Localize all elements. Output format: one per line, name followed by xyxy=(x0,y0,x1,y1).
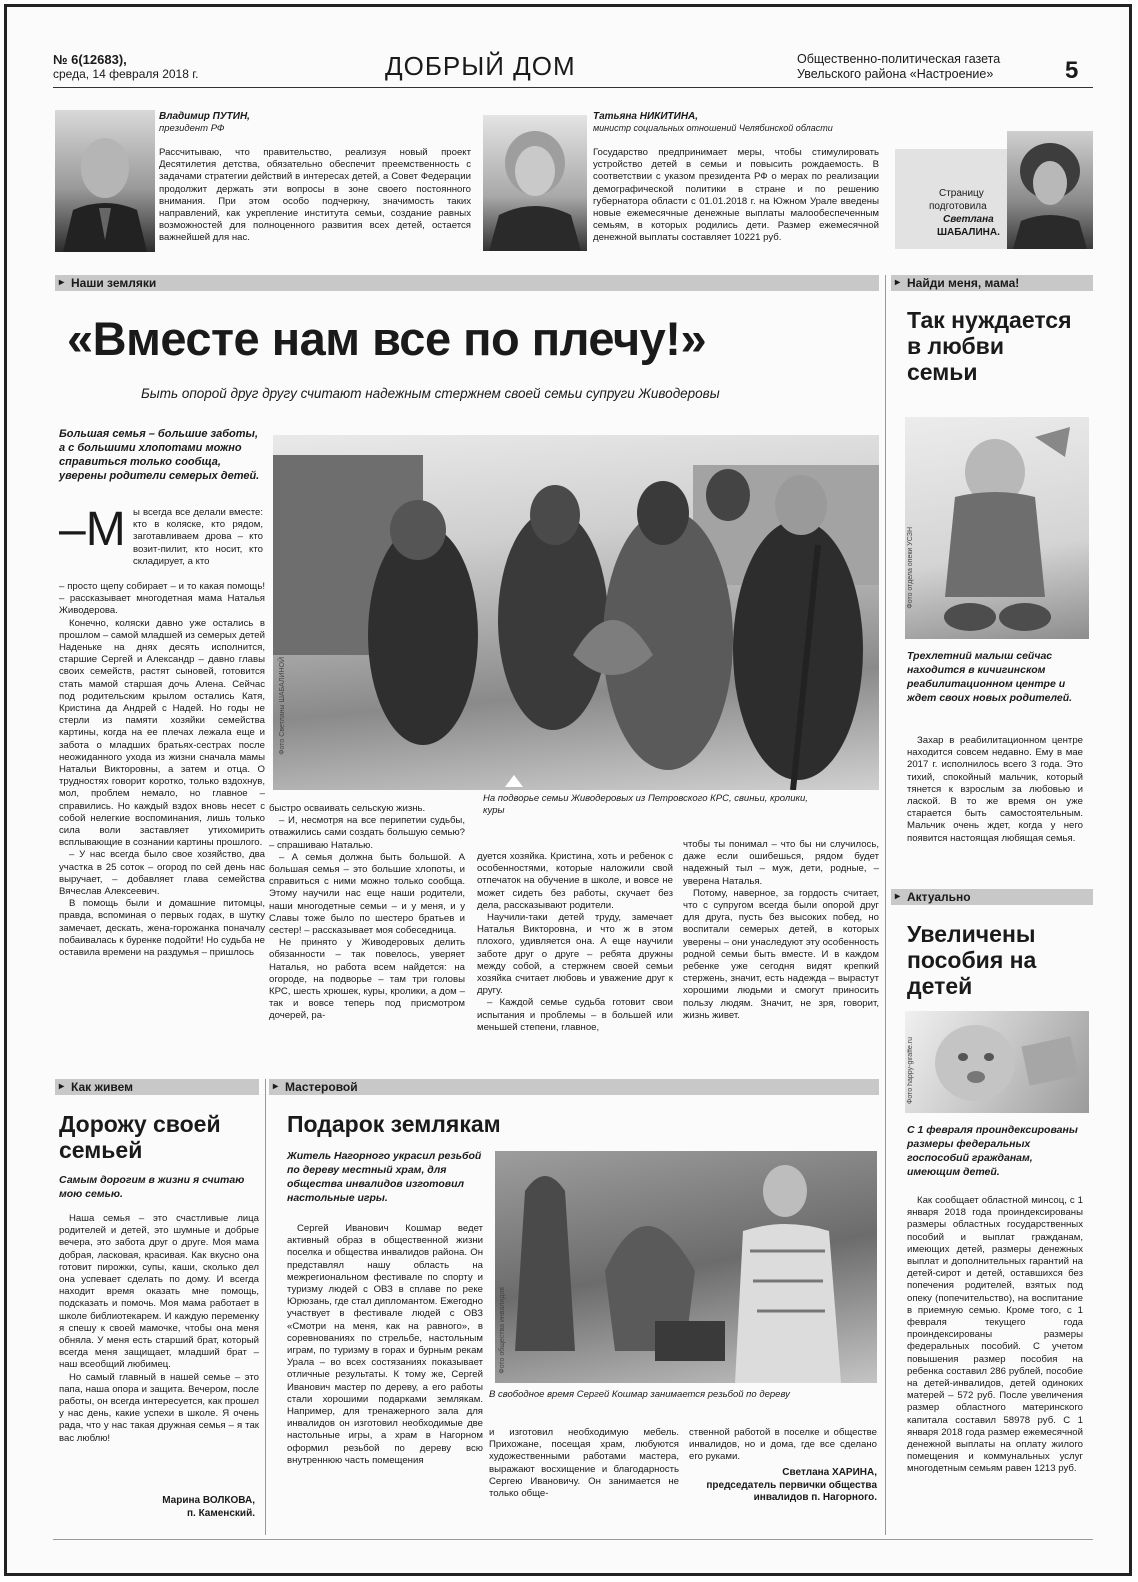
main-rubric: ▸ Наши земляки xyxy=(55,275,879,291)
main-col1-para: – У нас всегда было свое хозяйство, два участка в 25 соток – огород по сей день нас выручает, – добавляет глава семейства Вячеслав Алексеевич. xyxy=(59,849,265,898)
paper-name-line2: Увельского района «Настроение» xyxy=(797,67,994,81)
main-col3-para: дуется хозяйка. Кристина, хоть и ребенок с особенностями, которые наложили свой отпечаток на обучение в школе, и вовсе не может сидеть без работы, скучает без дела, рассказывают родители. xyxy=(477,851,673,911)
masterovoy-author-role: председатель первички общества инвалидов п. Нагорного. xyxy=(706,1479,877,1503)
find-lead: Трехлетний малыш сейчас находится в кичигинском реабилитационном центре и ждет своих новых родителей. xyxy=(907,650,1073,704)
editor-credit-line3: Светлана xyxy=(943,214,994,225)
find-text: Захар в реабилитационном центре находится совсем недавно. Ему в мае 2017 г. исполнилось всего 3 года. Это тихий, спокойный мальчик, который тянется к взрослым за любовью и лаской. В то же время он уже старается быть самостоятельным. Мальчик очень ждет, когда у него появится настоящая любящая семья. xyxy=(907,735,1083,844)
main-col4-para: чтобы ты понимал – что бы ни случилось, даже если ошибешься, рядом будет надежный тыл – муж, дети, родные, – уверена Наталья. xyxy=(683,839,879,887)
find-rubric: ▸ Найди меня, мама! xyxy=(891,275,1093,291)
actual-lead: С 1 февраля проиндексированы размеры федеральных госпособий гражданам, имеющим детей. xyxy=(907,1124,1078,1178)
kak-zhivem-lead: Самым дорогим в жизни я считаю мою семью. xyxy=(59,1174,245,1200)
page-number: 5 xyxy=(1065,57,1079,84)
family-photo xyxy=(273,435,879,790)
issue-number: № 6(12683), xyxy=(53,52,127,67)
actual-title: Увеличены пособия на детей xyxy=(907,921,1037,999)
editor-credit-line4: ШАБАЛИНА. xyxy=(937,227,1000,238)
main-subtitle: Быть опорой друг другу считают надежным стержнем своей семьи супруги Живодеровы xyxy=(141,386,720,401)
newspaper-page xyxy=(4,4,1132,1576)
caption-arrow-icon xyxy=(505,775,523,787)
kak-zhivem-para: Наша семья – это счастливые лица родителей и детей, это шумные и добрые вечера, это забота друг о друге. Моя мама добрая, ласковая, красивая. Как вкусно она готовит пирожки, супы, каши, сколько дел она успевает сделать по дому. И всегда находит время оказать мне помощь, подсказать и помочь. Моя мама работает в школе библиотекарем. И каждую переменку я спешу к своей мамочке, чтобы она меня обняла. У меня есть старший брат, который всегда меня защищает, младший брат – наш всеобщий любимец. xyxy=(59,1213,259,1371)
main-col1-para: Конечно, коляски давно уже остались в прошлом – самой младшей из семерых детей Наденьке на днях десять исполнится, старшие Сергей и Александр – давно главы своих семейств, растят сыновей, готовится стать мамой старшая дочь Алена. Сейчас под родительским крылом остались Катя, Кристина да Андрей с Надей. Но годы не стерли из памяти хозяйки семейства картины, когда на ее плечах лежала еще и забота о младших братьях-сестрах после неожиданного ухода из жизни сначала мамы Натальи Викторовны, а затем и отца. О трудностях говорит коротко, только вздохнув, мол, проблем немало, но главное – справились. Но каждый вздох вновь несет с собой нелегкие воспоминания, лишь только сила воли заставляет утихомирить всплывающие в сознании картины прошлого. xyxy=(59,617,265,849)
main-column-2 xyxy=(269,803,465,1023)
editor-credit-line2: подготовила xyxy=(929,201,987,212)
masterovoy-column-1 xyxy=(287,1223,483,1467)
nikitina-portrait xyxy=(483,115,587,251)
main-col4-para: Потому, наверное, за гордость считает, что с супругом всегда были опорой друг для друга, пусть без высоких побед, но воспитали семерых детей, в которых уверены – они унаследуют эту особенность родной семьи быть вместе. И в каждом ребенке уже сегодня видят крепкий стержень, значит, есть надежда – вырастут хорошими людьми и смогут приносить пользу людям. Значит, не зря, говорит, жизнь живет. xyxy=(683,887,879,1021)
editor-credit-line1: Страницу xyxy=(939,188,984,199)
main-dropcap-text: ы всегда все делали вместе: кто в коляске, кто рядом, заготавливаем дрова – кто возит-пилит, кто носит, кто складирует, а кто xyxy=(133,507,263,567)
carver-photo-caption: В свободное время Сергей Кошмар занимается резьбой по дереву xyxy=(489,1389,790,1400)
section-title: ДОБРЫЙ ДОМ xyxy=(385,51,576,81)
kak-zhivem-para: Но самый главный в нашей семье – это папа, наша опора и защита. Вечером, после работы, он всегда интересуется, как прошел у нас день, какие успехи в школе. Я очень рада, что у нас такая дружная семья – я так вас люблю! xyxy=(59,1371,259,1444)
main-col3-para: – Каждой семье судьба готовит свои испытания и проблемы – в большей или меньшей степени, главное, xyxy=(477,997,673,1033)
main-dropcap: –М xyxy=(59,503,126,556)
kak-zhivem-rubric: ▸ Как живем xyxy=(55,1079,259,1095)
main-col1-para: В помощь были и домашние питомцы, правда, вспоминая о первых годах, в шутку замечает, дескать, жена-горожанка поначалу побаивалась к буренке подойти! Но судьба не оставила времени на раздумья – пришлось xyxy=(59,898,265,959)
nikitina-quote: Государство предпринимает меры, чтобы стимулировать устройство детей в семьи и повысить рождаемость. В соответствии с указом президента РФ о мерах по реализации демографической политики в стране и по решению губернатора области с 01.01.2018 г. на Южном Урале введены новые ежемесячные денежные выплаты малообеспеченным семьям, в которых родились дети. Размер ежемесячной денежной выплаты составляет 10221 руб. xyxy=(593,147,879,244)
masterovoy-title: Подарок землякам xyxy=(287,1111,501,1137)
nikitina-role: министр социальных отношений Челябинской области xyxy=(593,123,833,133)
masterovoy-lead: Житель Нагорного украсил резьбой по дереву местный храм, для общества инвалидов изготовил настольные игры. xyxy=(287,1150,482,1204)
masterovoy-column-3 xyxy=(689,1427,877,1464)
child-photo xyxy=(905,417,1089,639)
putin-quote: Рассчитываю, что правительство, реализуя новый проект Десятилетия детства, обязательно обеспечит преемственность с задачами стратегии действий в интересах детей, а Совет Федерации продолжит держать эти вопросы в зоне своего постоянного внимания. При этом особо подчеркну, значимость таких направлений, как укрепление института семьи, создание равных возможностей для полноценного развития всех детей, остается важнейшей для нас. xyxy=(159,147,471,244)
masterovoy-col2-para: и изготовил необходимую мебель. Прихожане, посещая храм, любуются художественными работами мастера, выражают восхищение и благодарность Сергею Ивановичу. Он занимается не только обще- xyxy=(489,1427,679,1500)
kak-zhivem-place: п. Каменский. xyxy=(186,1507,255,1519)
family-photo-credit: Фото Светланы ШАБАЛИНОЙ xyxy=(279,657,286,755)
actual-text: Как сообщает областной минсоц, с 1 января 2018 года проиндексированы размеры областных государственных пособий и выплат гражданам, имеющих детей, размеры денежных выплат и дополнительных гарантий на детей-сирот и детей, оставшихся без попечения родителей, взятых под опеку (попечительство), на воспитание в приемную семью. Кроме того, с 1 февраля текущего года проиндексированы размеры федеральных пособий. С учетом повышения размер пособия на ребенка составил 286 рублей, пособие на детей-инвалидов, детей одиноких матерей – 572 руб. После увеличения размер областного материнского капитала составил 58978 руб. С 1 января 2018 года размер ежемесячной денежной выплаты на оплату жилого помещения и коммунальных услуг многодетным семьям равен 1213 руб. xyxy=(907,1195,1083,1475)
family-photo-caption: На подворье семьи Живодеровых из Петровского КРС, свиньи, кролики, куры xyxy=(483,793,808,816)
masterovoy-rubric: ▸ Мастеровой xyxy=(269,1079,879,1095)
main-lead: Большая семья – большие заботы, а с большими хлопотами можно справиться только сообща, уверены родители семерых детей. xyxy=(59,428,260,482)
sidebar-divider xyxy=(885,275,886,1535)
issue-date: среда, 14 февраля 2018 г. xyxy=(53,67,199,81)
main-column-1 xyxy=(59,581,265,959)
putin-name: Владимир ПУТИН, xyxy=(159,111,250,122)
header-divider xyxy=(53,87,1093,88)
kak-zhivem-author: Марина ВОЛКОВА, xyxy=(162,1495,255,1506)
main-col2-para: – И, несмотря на все перипетии судьбы, отважились сами создать большую семью? – спрашиваю Наталью. xyxy=(269,815,465,851)
putin-portrait xyxy=(55,110,155,252)
kak-zhivem-signature xyxy=(59,1495,255,1520)
carver-photo xyxy=(495,1151,877,1383)
bottom-divider xyxy=(265,1079,266,1535)
kak-zhivem-title: Дорожу своей семьей xyxy=(59,1111,221,1163)
main-title: «Вместе нам все по плечу!» xyxy=(67,312,707,365)
editor-portrait xyxy=(1007,131,1093,249)
main-col2-para: Не принято у Живодеровых делить обязанности – так повелось, уверяет Наталья, но работа всем найдется: на огороде, на подворье – там три головы КРС, шесть хрюшек, куры, кролики, а дом – так и вовсе теперь под присмотром дочерей, ра- xyxy=(269,937,465,1022)
child-photo-credit: Фото отдела опеки УСЗН xyxy=(907,527,914,609)
putin-role: президент РФ xyxy=(159,123,225,134)
main-col2-para: – А семья должна быть большой. А большая семья – это большие хлопоты, и справиться с ними можно только сообща. Этому научили нас еще наши родители, наши многодетные семьи – и у меня, и у Славы тоже было по шестеро братьев и сестер! – рассказывает моя собеседница. xyxy=(269,851,465,937)
baby-photo-credit: Фото happy-giraffe.ru xyxy=(907,1037,914,1104)
baby-photo xyxy=(905,1011,1089,1113)
bottom-rule xyxy=(53,1539,1093,1540)
main-col2-para: быстро осваивать сельскую жизнь. xyxy=(269,803,426,814)
main-col3-para: Научили-таки детей труду, замечает Наталья Викторовна, и что ж в этом плохого, удивляется она. А еще научили заботе друг о друге – ребята дружны между собой, а стержнем своей семьи хозяйка считает любовь и уважение друг к другу. xyxy=(477,912,673,997)
masterovoy-signature xyxy=(689,1467,877,1505)
carver-photo-credit: Фото общества инвалидов xyxy=(499,1287,506,1374)
main-column-4 xyxy=(683,839,879,1022)
nikitina-name: Татьяна НИКИТИНА, xyxy=(593,111,699,122)
masterovoy-col1-para: Сергей Иванович Кошмар ведет активный образ в общественной жизни поселка и общества инвалидов района. Он представлял нашу область на межрегиональном фестивале по спорту и туризму людей с ОВЗ в сплаве по реке Юрюзань, где стал дипломантом. Ежегодно участвует в фестивале людей с ОВЗ «Смотри на меня, как на равного», в соревнованиях по стрельбе, настольным играм, по туризму в горах и бурным рекам Урала – во всех состязаниях показывает отличные результаты. К тому же, Сергей Иванович мастер по дереву, а его работы стали хорошими подарками землякам. Например, для тренажерного зала для инвалидов он изготовил необходимые две настольные игры, а храм в Нагорном оформил резьбой по дереву всю внутреннюю часть помещения xyxy=(287,1223,483,1466)
masterovoy-column-2 xyxy=(489,1427,679,1500)
masterovoy-col3-para: ственной работой в поселке и обществе инвалидов, но и дома, где все сделано его руками. xyxy=(689,1427,877,1463)
masterovoy-author: Светлана ХАРИНА, xyxy=(782,1467,877,1478)
main-column-3 xyxy=(477,851,673,1034)
actual-rubric: ▸ Актуально xyxy=(891,889,1093,905)
find-title: Так нуждается в любви семьи xyxy=(907,307,1072,385)
kak-zhivem-text xyxy=(59,1213,259,1445)
paper-name-line1: Общественно-политическая газета xyxy=(797,52,1001,66)
main-col1-para: – просто щепу собирает – и то какая помощь! – рассказывает многодетная мама Наталья Живодерова. xyxy=(59,581,265,617)
